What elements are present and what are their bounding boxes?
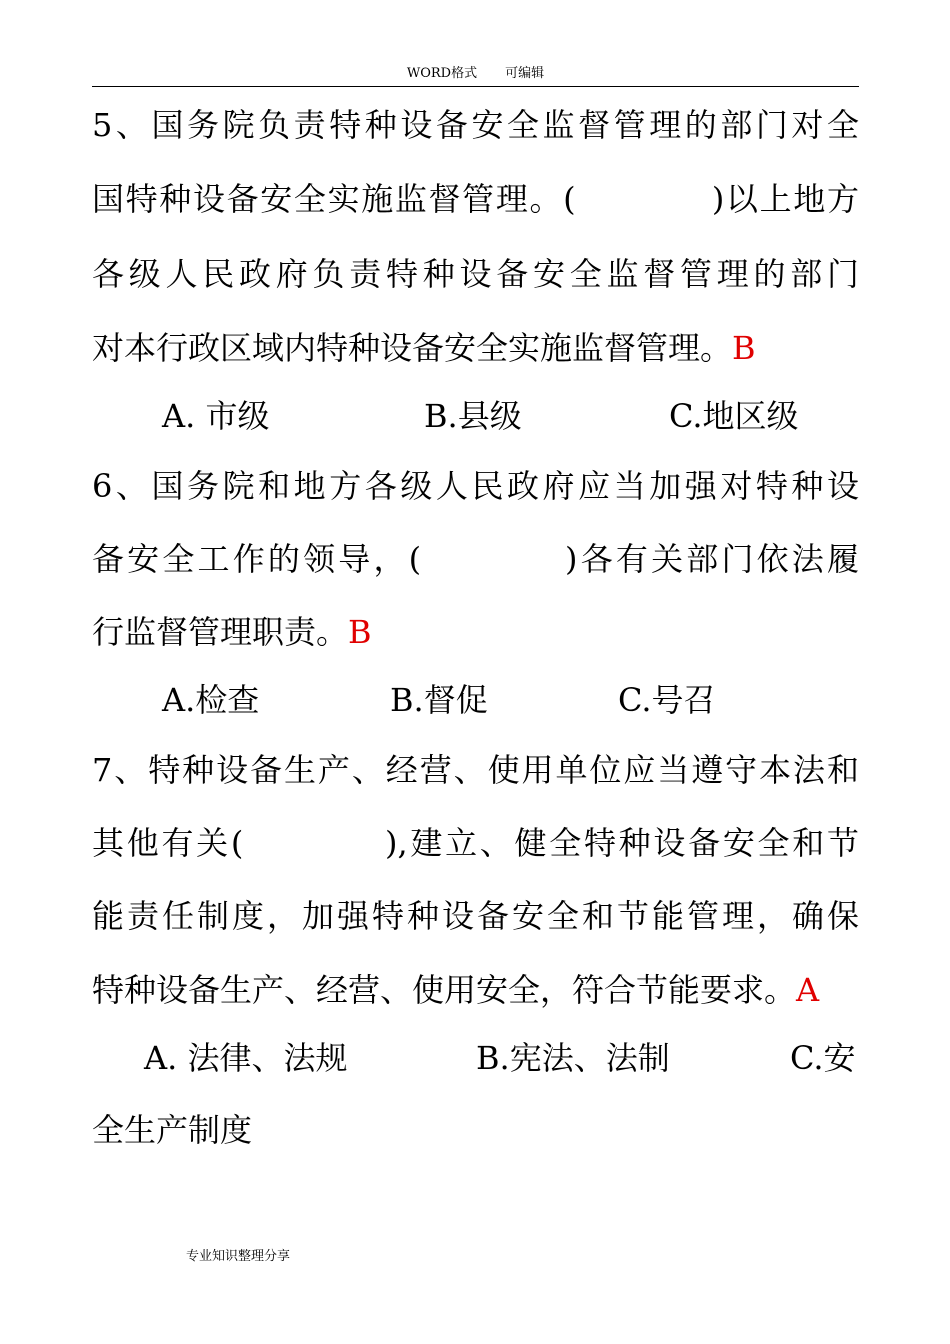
question-6-line-1: 6、国务院和地方各级人民政府应当加强对特种设 (92, 467, 859, 505)
question-5-line-3: 各级人民政府负责特种设备安全监督管理的部门 (92, 255, 859, 293)
page-header (92, 64, 859, 87)
page-footer: 专业知识整理分享 (186, 1249, 291, 1264)
header-editable-label: 可编辑 (505, 66, 545, 81)
question-7-line-4 (92, 970, 819, 1010)
question-6-option-b: B.督促 (390, 681, 488, 719)
question-7-option-c: C.安 (790, 1039, 856, 1077)
question-7-line-2: 其他有关( ),建立、健全特种设备安全和节 (92, 824, 859, 862)
question-6-option-c: C.号召 (618, 681, 716, 719)
question-6-text: 行监督管理职责。 (92, 613, 349, 651)
header-format-label: WORD格式 (406, 66, 478, 81)
question-5-option-a: A. 市级 (162, 397, 270, 435)
question-5-line-1: 5、国务院负责特种设备安全监督管理的部门对全 (92, 106, 859, 144)
question-6-line-2: 备安全工作的领导，( )各有关部门依法履 (92, 540, 859, 578)
question-5-line-2: 国特种设备安全实施监督管理。( )以上地方 (92, 180, 859, 218)
question-7-text: 特种设备生产、经营、使用安全，符合节能要求。 (92, 971, 797, 1009)
question-5-option-b: B.县级 (424, 397, 522, 435)
question-7-option-c-continuation: 全生产制度 (92, 1111, 253, 1149)
question-5-line-4 (92, 328, 756, 368)
question-7-answer: A (796, 971, 820, 1009)
question-5-option-c: C.地区级 (669, 397, 799, 435)
question-6-option-a: A.检查 (162, 681, 260, 719)
question-5-text: 对本行政区域内特种设备安全实施监督管理。 (92, 329, 733, 367)
question-7-option-a: A. 法律、法规 (144, 1039, 348, 1077)
question-5-answer: B (732, 329, 756, 367)
question-6-answer: B (348, 613, 372, 651)
question-7-line-1: 7、特种设备生产、经营、使用单位应当遵守本法和 (92, 751, 859, 789)
question-7-option-b: B.宪法、法制 (476, 1039, 670, 1077)
question-7-line-3: 能责任制度，加强特种设备安全和节能管理，确保 (92, 897, 859, 935)
question-6-line-3 (92, 612, 372, 652)
